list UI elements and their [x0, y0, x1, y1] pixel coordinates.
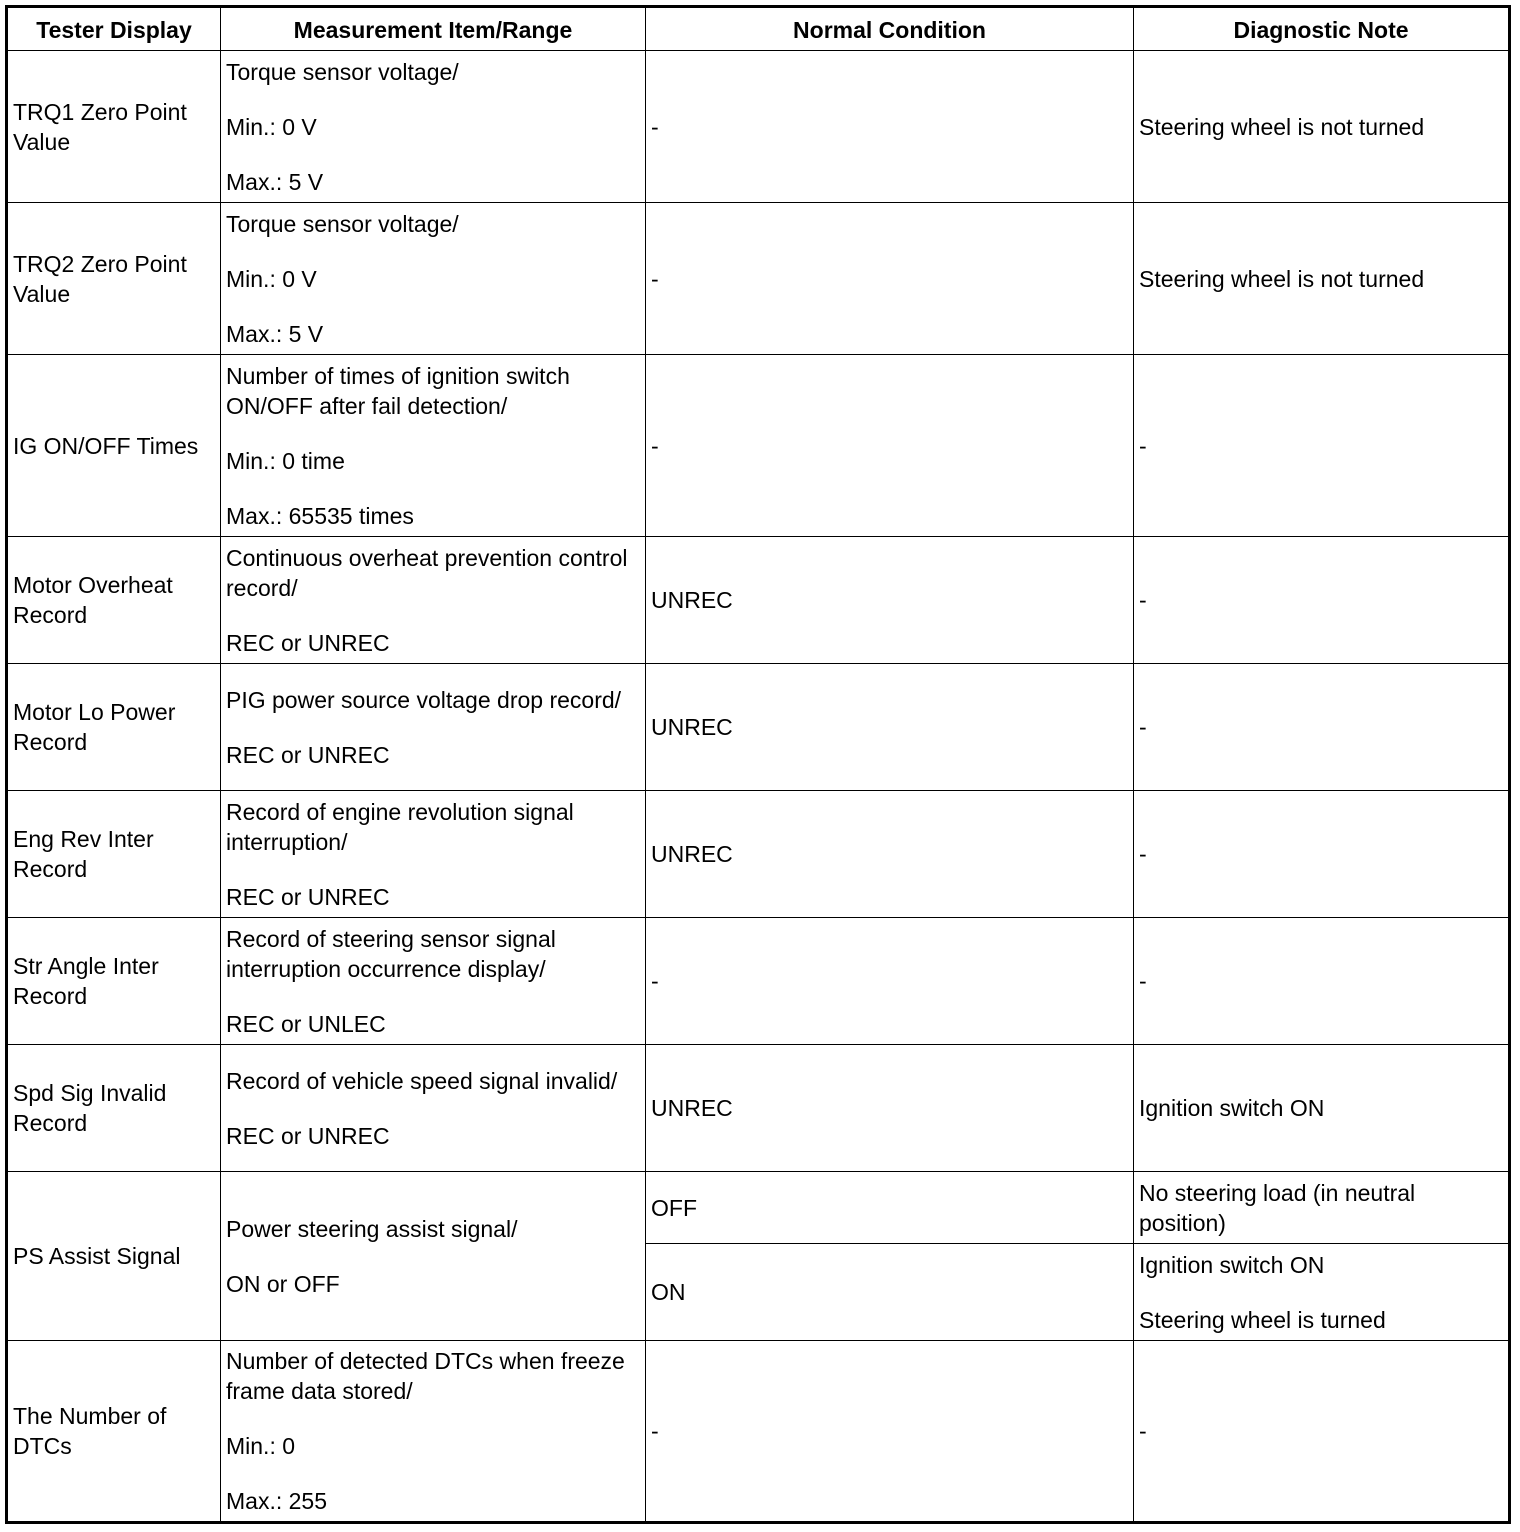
measurement-line: REC or UNREC	[226, 1122, 390, 1149]
measurement-cell	[221, 791, 646, 918]
table-row	[7, 355, 1510, 537]
table-row	[7, 537, 1510, 664]
table-row	[7, 791, 1510, 918]
tester-display-text: PS Assist Signal	[13, 1243, 181, 1269]
tester-display-cell	[7, 51, 221, 203]
tester-display-text: IG ON/OFF Times	[13, 432, 199, 459]
normal-condition-cell	[646, 1244, 1134, 1341]
table-row	[7, 1045, 1510, 1172]
tester-display-text: TRQ1 Zero Point Value	[13, 98, 187, 155]
diagnostic-data-table	[5, 5, 1511, 1524]
table-row	[7, 664, 1510, 791]
diagnostic-note-cell	[1134, 918, 1510, 1045]
tester-display-cell	[7, 355, 221, 537]
tester-display-cell	[7, 203, 221, 355]
tester-display-text: The Number of DTCs	[13, 1403, 167, 1459]
tester-display-text: TRQ2 Zero Point Value	[13, 250, 187, 307]
diagnostic-note-cell	[1134, 1045, 1510, 1172]
normal-condition-text: -	[651, 432, 659, 459]
measurement-line: REC or UNLEC	[226, 1010, 386, 1037]
tester-display-text: Motor Overheat Record	[13, 572, 173, 628]
tester-display-text: Spd Sig Invalid Record	[13, 1080, 167, 1136]
measurement-line: Max.: 5 V	[226, 320, 324, 347]
measurement-cell	[221, 203, 646, 355]
diagnostic-note-cell	[1134, 1341, 1510, 1523]
diagnostic-note-text: -	[1139, 714, 1147, 740]
normal-condition-cell	[646, 537, 1134, 664]
diagnostic-note-cell	[1134, 1244, 1510, 1341]
diagnostic-note-text: Steering wheel is turned	[1139, 1306, 1386, 1333]
measurement-cell	[221, 1172, 646, 1341]
normal-condition-cell	[646, 355, 1134, 537]
diagnostic-note-text: -	[1139, 968, 1147, 994]
measurement-line: Max.: 5 V	[226, 168, 324, 195]
diagnostic-note-cell	[1134, 664, 1510, 791]
header-measurement-item: Measurement Item/Range	[221, 7, 646, 51]
tester-display-cell	[7, 791, 221, 918]
measurement-line: Min.: 0 time	[226, 447, 345, 474]
diagnostic-note-text: -	[1139, 432, 1147, 459]
table-row	[7, 918, 1510, 1045]
measurement-line: Continuous overheat prevention control record/	[226, 544, 628, 601]
tester-display-text: Motor Lo Power Record	[13, 699, 176, 755]
normal-condition-text: UNREC	[651, 841, 733, 867]
measurement-line: Min.: 0	[226, 1433, 296, 1459]
header-normal-condition: Normal Condition	[646, 7, 1134, 51]
measurement-cell	[221, 537, 646, 664]
diagnostic-note-text: -	[1139, 587, 1147, 613]
tester-display-cell	[7, 1172, 221, 1341]
measurement-line: Torque sensor voltage/	[226, 58, 459, 85]
measurement-line: PIG power source voltage drop record/	[226, 686, 622, 713]
diagnostic-note-text: Ignition switch ON	[1139, 1095, 1325, 1121]
tester-display-cell	[7, 1045, 221, 1172]
diagnostic-note-cell	[1134, 355, 1510, 537]
normal-condition-text: -	[651, 968, 659, 994]
normal-condition-cell	[646, 1172, 1134, 1244]
measurement-line: ON or OFF	[226, 1270, 340, 1297]
normal-condition-cell	[646, 203, 1134, 355]
measurement-line: Record of vehicle speed signal invalid/	[226, 1067, 618, 1094]
normal-condition-cell	[646, 918, 1134, 1045]
diagnostic-note-text: -	[1139, 1418, 1147, 1444]
diagnostic-note-text: Ignition switch ON	[1139, 1251, 1325, 1278]
tester-display-cell	[7, 1341, 221, 1523]
normal-condition-cell	[646, 1045, 1134, 1172]
tester-display-text: Str Angle Inter Record	[13, 953, 159, 1009]
table-row	[7, 1172, 1510, 1244]
header-row	[7, 7, 1510, 51]
measurement-line: Min.: 0 V	[226, 265, 317, 292]
normal-condition-cell	[646, 1341, 1134, 1523]
diagnostic-note-cell	[1134, 203, 1510, 355]
measurement-line: Max.: 65535 times	[226, 502, 414, 529]
diagnostic-note-text: -	[1139, 841, 1147, 867]
normal-condition-cell	[646, 664, 1134, 791]
measurement-cell	[221, 355, 646, 537]
measurement-line: Record of engine revolution signal interruption/	[226, 798, 574, 855]
diagnostic-note-cell	[1134, 1172, 1510, 1244]
measurement-line: REC or UNREC	[226, 629, 390, 656]
measurement-cell	[221, 664, 646, 791]
diagnostic-note-text: Steering wheel is not turned	[1139, 113, 1425, 140]
table-row	[7, 1341, 1510, 1523]
measurement-line: REC or UNREC	[226, 883, 390, 910]
diagnostic-note-cell	[1134, 51, 1510, 203]
tester-display-cell	[7, 664, 221, 791]
normal-condition-text: -	[651, 265, 659, 292]
measurement-cell	[221, 51, 646, 203]
table-row	[7, 203, 1510, 355]
normal-condition-text: UNREC	[651, 714, 733, 740]
diagnostic-note-text: Steering wheel is not turned	[1139, 265, 1425, 292]
measurement-line: Record of steering sensor signal interruption occurrence display/	[226, 925, 556, 982]
diagnostic-note-cell	[1134, 537, 1510, 664]
diagnostic-note-cell	[1134, 791, 1510, 918]
header-tester-display: Tester Display	[7, 7, 221, 51]
normal-condition-text: UNREC	[651, 1095, 733, 1121]
measurement-line: Number of detected DTCs when freeze frame data stored/	[226, 1348, 625, 1404]
measurement-line: Min.: 0 V	[226, 113, 317, 140]
normal-condition-text: ON	[651, 1279, 686, 1305]
table-row	[7, 51, 1510, 203]
measurement-cell	[221, 1045, 646, 1172]
tester-display-cell	[7, 537, 221, 664]
normal-condition-cell	[646, 791, 1134, 918]
measurement-line: Max.: 255	[226, 1488, 327, 1514]
normal-condition-text: -	[651, 1418, 659, 1444]
measurement-cell	[221, 918, 646, 1045]
header-diagnostic-note: Diagnostic Note	[1134, 7, 1510, 51]
measurement-line: Torque sensor voltage/	[226, 210, 459, 237]
diagnostic-note-text: No steering load (in neutral position)	[1139, 1179, 1416, 1236]
normal-condition-text: OFF	[651, 1194, 697, 1221]
normal-condition-cell	[646, 51, 1134, 203]
tester-display-text: Eng Rev Inter Record	[13, 826, 154, 882]
normal-condition-text: -	[651, 113, 659, 140]
measurement-cell	[221, 1341, 646, 1523]
measurement-line: Power steering assist signal/	[226, 1215, 518, 1242]
measurement-line: REC or UNREC	[226, 741, 390, 768]
tester-display-cell	[7, 918, 221, 1045]
normal-condition-text: UNREC	[651, 587, 733, 613]
measurement-line: Number of times of ignition switch ON/OFF after fail detection/	[226, 362, 570, 419]
